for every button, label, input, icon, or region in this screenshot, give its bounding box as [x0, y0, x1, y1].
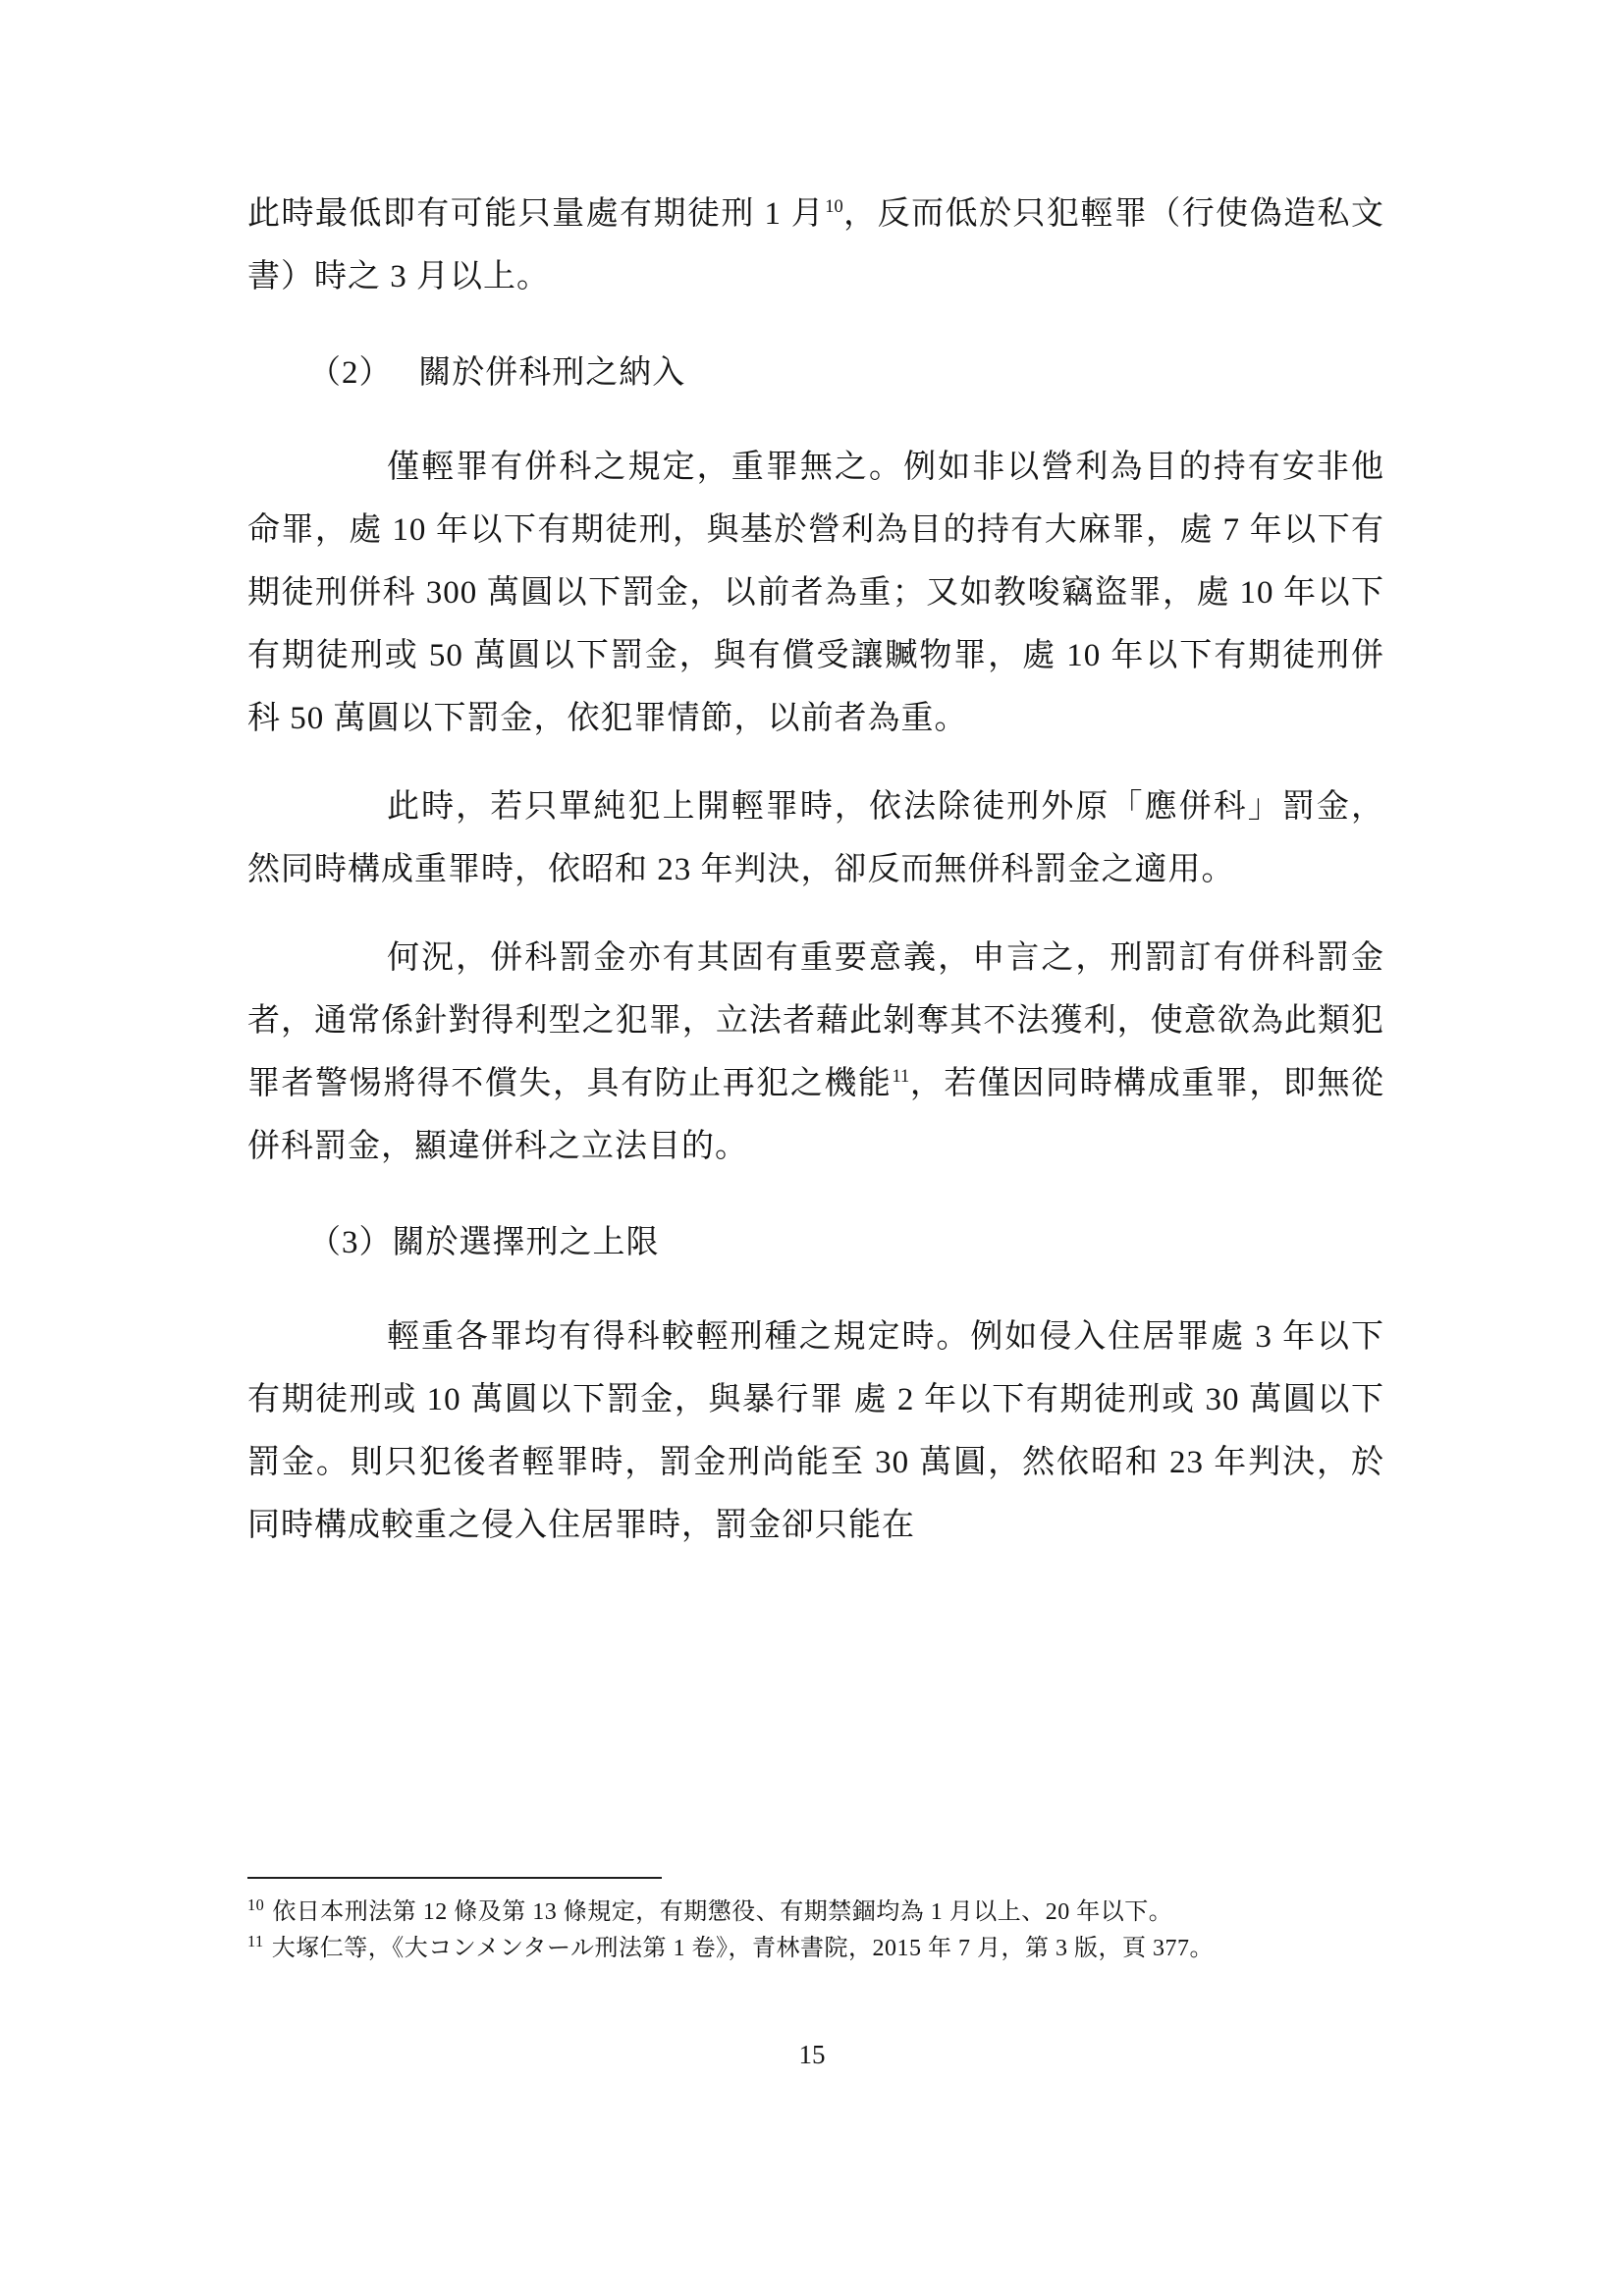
section-heading: （2） 關於併科刑之納入: [308, 355, 686, 391]
paragraph: 何況，併科罰金亦有其固有重要意義，申言之，刑罰訂有併科罰金者，通常係針對得利型之犯罪，立法者藉此剝奪其不法獲利，使意欲為此類犯罪者警惕將得不償失，具有防止再犯之機能$^{11}$，若僅因同時構成重罪，即無從併科罰金，顯違併科之立法目的。: [247, 940, 1385, 1164]
footnote-list: [247, 1895, 1384, 1967]
page-number: 15: [798, 2040, 826, 2069]
footnote-separator: [247, 1877, 662, 1879]
footnote: $^{11}$ 大塚仁等，《大コンメンタール刑法第 1 卷》，青林書院，2015 年 7 月，第 3 版，頁 377。: [247, 1932, 1215, 1961]
paragraph: 輕重各罪均有得科較輕刑種之規定時。例如侵入住居罪處 3 年以下有期徒刑或 10 萬圓以下罰金，與暴行罪 處 2 年以下有期徒刑或 30 萬圓以下罰金。則只犯後者輕罪時，罰金刑尚能至 30 萬圓，然依昭和 23 年判決，於同時構成較重之侵入住居罪時，罰金卻只能在: [247, 1319, 1384, 1543]
document-body: [247, 183, 1384, 1582]
footnote-ref: 11: [892, 1066, 910, 1086]
paragraph: 僅輕罪有併科之規定，重罪無之。例如非以營利為目的持有安非他命罪，處 10 年以下有期徒刑，與基於營利為目的持有大麻罪，處 7 年以下有期徒刑併科 300 萬圓以下罰金，以前者為重；又如教唆竊盜罪，處 10 年以下有期徒刑或 50 萬圓以下罰金，與有償受讓贓物罪，處 10 年以下有期徒刑併科 50 萬圓以下罰金，依犯罪情節，以前者為重。: [247, 450, 1384, 736]
section-heading: （3）關於選擇刑之上限: [308, 1225, 660, 1260]
paragraph: 此時，若只單純犯上開輕罪時，依法除徒刑外原「應併科」罰金，然同時構成重罪時，依昭和 23 年判決，卻反而無併科罰金之適用。: [247, 789, 1384, 887]
footnote-marker: 10: [247, 1896, 265, 1914]
footnote-ref: 10: [825, 196, 843, 216]
footnote-marker: 11: [247, 1932, 264, 1950]
footnote: $^{10}$ 依日本刑法第 12 條及第 13 條規定，有期懲役、有期禁錮均為 1 月以上、20 年以下。: [247, 1896, 1173, 1925]
footnote-area: [247, 1877, 1384, 1967]
paragraph: 此時最低即有可能只量處有期徒刑 1 月$^{10}$，反而低於只犯輕罪（行使偽造私文書）時之 3 月以上。: [247, 196, 1385, 294]
